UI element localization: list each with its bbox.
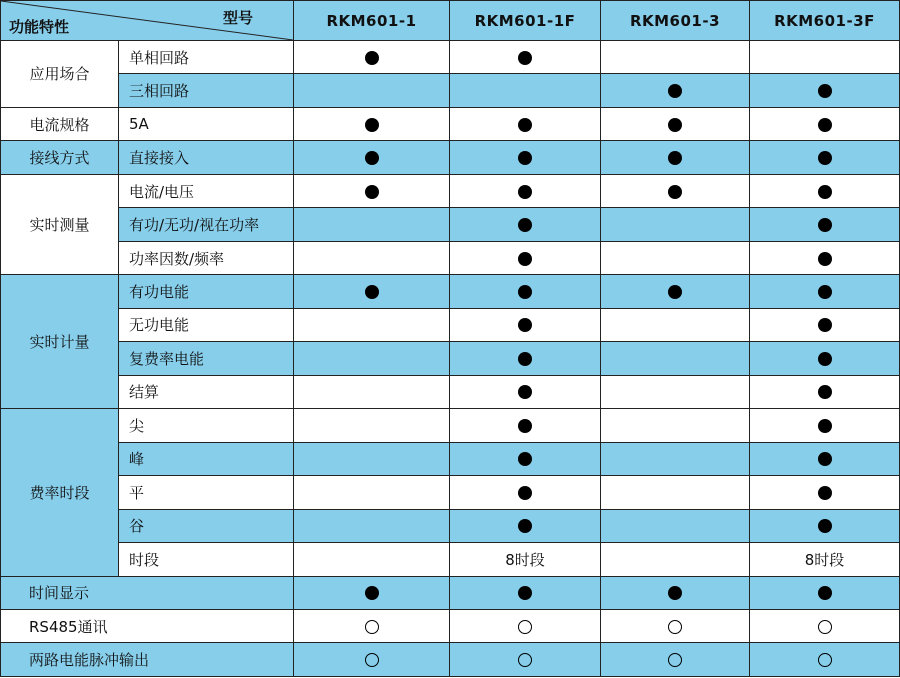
value-cell — [294, 576, 450, 609]
filled-circle-icon — [518, 385, 532, 399]
feature-cell: 尖 — [119, 409, 294, 442]
value-cell — [450, 442, 601, 475]
filled-circle-icon — [518, 285, 532, 299]
filled-circle-icon — [518, 151, 532, 165]
value-cell — [601, 342, 750, 375]
feature-cell: 功率因数/频率 — [119, 241, 294, 274]
model-header: RKM601-3 — [601, 1, 750, 41]
table-row — [1, 442, 900, 475]
feature-cell: 直接接入 — [119, 141, 294, 174]
table-row — [1, 609, 900, 642]
value-cell — [750, 609, 900, 642]
value-cell — [750, 543, 900, 576]
feature-cell: 峰 — [119, 442, 294, 475]
table-row — [1, 543, 900, 576]
filled-circle-icon — [818, 118, 832, 132]
value-cell — [294, 141, 450, 174]
value-cell — [601, 41, 750, 74]
value-cell — [294, 409, 450, 442]
value-text: 8时段 — [804, 550, 845, 569]
filled-circle-icon — [518, 118, 532, 132]
value-cell — [450, 174, 601, 207]
value-cell — [750, 308, 900, 341]
value-cell — [450, 342, 601, 375]
filled-circle-icon — [518, 452, 532, 466]
table-row — [1, 174, 900, 207]
value-cell — [750, 74, 900, 107]
value-cell — [601, 275, 750, 308]
value-cell — [750, 476, 900, 509]
hollow-circle-icon — [668, 620, 682, 634]
value-cell — [450, 643, 601, 677]
value-cell — [601, 543, 750, 576]
table-row — [1, 275, 900, 308]
filled-circle-icon — [518, 218, 532, 232]
table-row — [1, 375, 900, 408]
filled-circle-icon — [365, 51, 379, 65]
value-cell — [601, 241, 750, 274]
value-cell — [601, 442, 750, 475]
feature-cell: 有功/无功/视在功率 — [119, 208, 294, 241]
value-cell — [750, 275, 900, 308]
feature-cell: 电流/电压 — [119, 174, 294, 207]
hollow-circle-icon — [518, 620, 532, 634]
value-cell — [294, 375, 450, 408]
feature-cell: 时间显示 — [1, 576, 294, 609]
filled-circle-icon — [518, 185, 532, 199]
value-cell — [294, 643, 450, 677]
feature-cell: 时段 — [119, 543, 294, 576]
value-cell — [750, 442, 900, 475]
filled-circle-icon — [818, 419, 832, 433]
feature-cell: 两路电能脉冲输出 — [1, 643, 294, 677]
category-cell: 实时测量 — [1, 174, 119, 274]
value-cell — [601, 174, 750, 207]
filled-circle-icon — [365, 285, 379, 299]
value-cell — [450, 576, 601, 609]
table-row — [1, 141, 900, 174]
value-cell — [450, 208, 601, 241]
value-cell — [601, 576, 750, 609]
filled-circle-icon — [518, 419, 532, 433]
filled-circle-icon — [818, 185, 832, 199]
hollow-circle-icon — [365, 653, 379, 667]
value-cell — [294, 342, 450, 375]
table-row — [1, 643, 900, 677]
value-cell — [750, 208, 900, 241]
table-row — [1, 308, 900, 341]
value-cell — [294, 476, 450, 509]
value-cell — [601, 208, 750, 241]
filled-circle-icon — [668, 586, 682, 600]
value-cell — [601, 375, 750, 408]
value-cell — [601, 107, 750, 140]
value-cell — [294, 609, 450, 642]
filled-circle-icon — [818, 385, 832, 399]
filled-circle-icon — [818, 218, 832, 232]
filled-circle-icon — [818, 318, 832, 332]
header-row — [1, 1, 900, 41]
value-cell — [450, 409, 601, 442]
value-cell — [450, 476, 601, 509]
value-cell — [750, 107, 900, 140]
model-header: RKM601-3F — [750, 1, 900, 41]
feature-cell: 平 — [119, 476, 294, 509]
filled-circle-icon — [668, 185, 682, 199]
value-cell — [601, 609, 750, 642]
filled-circle-icon — [818, 352, 832, 366]
filled-circle-icon — [668, 285, 682, 299]
table-row — [1, 342, 900, 375]
value-cell — [601, 308, 750, 341]
value-cell — [450, 141, 601, 174]
hollow-circle-icon — [365, 620, 379, 634]
value-cell — [750, 41, 900, 74]
value-cell — [294, 107, 450, 140]
filled-circle-icon — [518, 586, 532, 600]
value-cell — [450, 308, 601, 341]
filled-circle-icon — [818, 452, 832, 466]
filled-circle-icon — [818, 486, 832, 500]
value-cell — [750, 643, 900, 677]
hollow-circle-icon — [518, 653, 532, 667]
table-row — [1, 74, 900, 107]
filled-circle-icon — [365, 185, 379, 199]
value-cell — [294, 74, 450, 107]
value-cell — [750, 174, 900, 207]
value-cell — [450, 241, 601, 274]
value-cell — [601, 643, 750, 677]
filled-circle-icon — [818, 285, 832, 299]
model-header: RKM601-1 — [294, 1, 450, 41]
filled-circle-icon — [518, 486, 532, 500]
filled-circle-icon — [818, 519, 832, 533]
category-cell: 实时计量 — [1, 275, 119, 409]
table-row — [1, 509, 900, 542]
value-cell — [750, 409, 900, 442]
feature-cell: 有功电能 — [119, 275, 294, 308]
category-cell: 费率时段 — [1, 409, 119, 576]
value-cell — [450, 41, 601, 74]
value-cell — [294, 308, 450, 341]
filled-circle-icon — [518, 51, 532, 65]
value-cell — [750, 241, 900, 274]
table-row — [1, 409, 900, 442]
filled-circle-icon — [518, 519, 532, 533]
value-cell — [750, 342, 900, 375]
value-cell — [750, 509, 900, 542]
value-cell — [450, 509, 601, 542]
filled-circle-icon — [365, 118, 379, 132]
value-cell — [450, 375, 601, 408]
value-cell — [750, 375, 900, 408]
filled-circle-icon — [818, 252, 832, 266]
value-cell — [294, 41, 450, 74]
hollow-circle-icon — [818, 653, 832, 667]
value-cell — [601, 476, 750, 509]
feature-cell: 谷 — [119, 509, 294, 542]
table-row — [1, 241, 900, 274]
feature-cell: 结算 — [119, 375, 294, 408]
hollow-circle-icon — [818, 620, 832, 634]
filled-circle-icon — [365, 586, 379, 600]
feature-cell: RS485通讯 — [1, 609, 294, 642]
model-header: RKM601-1F — [450, 1, 601, 41]
feature-cell: 复费率电能 — [119, 342, 294, 375]
value-cell — [294, 275, 450, 308]
value-cell — [601, 74, 750, 107]
table-row — [1, 476, 900, 509]
table-row — [1, 107, 900, 140]
category-cell: 接线方式 — [1, 141, 119, 174]
value-cell — [750, 141, 900, 174]
value-cell — [450, 74, 601, 107]
filled-circle-icon — [668, 84, 682, 98]
table-row — [1, 41, 900, 74]
table-row — [1, 576, 900, 609]
filled-circle-icon — [518, 318, 532, 332]
value-cell — [294, 208, 450, 241]
value-text: 8时段 — [505, 550, 545, 569]
category-cell: 电流规格 — [1, 107, 119, 140]
hollow-circle-icon — [668, 653, 682, 667]
value-cell — [450, 609, 601, 642]
feature-cell: 三相回路 — [119, 74, 294, 107]
value-cell — [601, 509, 750, 542]
filled-circle-icon — [818, 84, 832, 98]
category-cell: 应用场合 — [1, 41, 119, 108]
value-cell — [450, 275, 601, 308]
value-cell — [450, 543, 601, 576]
value-cell — [601, 409, 750, 442]
filled-circle-icon — [518, 252, 532, 266]
filled-circle-icon — [818, 151, 832, 165]
feature-cell: 单相回路 — [119, 41, 294, 74]
filled-circle-icon — [518, 352, 532, 366]
corner-header-cell — [1, 1, 294, 41]
feature-cell: 5A — [119, 107, 294, 140]
feature-cell: 无功电能 — [119, 308, 294, 341]
filled-circle-icon — [365, 151, 379, 165]
value-cell — [294, 174, 450, 207]
value-cell — [294, 543, 450, 576]
table-row — [1, 208, 900, 241]
value-cell — [450, 107, 601, 140]
filled-circle-icon — [668, 118, 682, 132]
filled-circle-icon — [818, 586, 832, 600]
value-cell — [601, 141, 750, 174]
value-cell — [294, 509, 450, 542]
value-cell — [750, 576, 900, 609]
value-cell — [294, 442, 450, 475]
filled-circle-icon — [668, 151, 682, 165]
feature-label: 功能特性 — [9, 18, 70, 36]
model-type-label: 型号 — [222, 9, 253, 27]
value-cell — [294, 241, 450, 274]
